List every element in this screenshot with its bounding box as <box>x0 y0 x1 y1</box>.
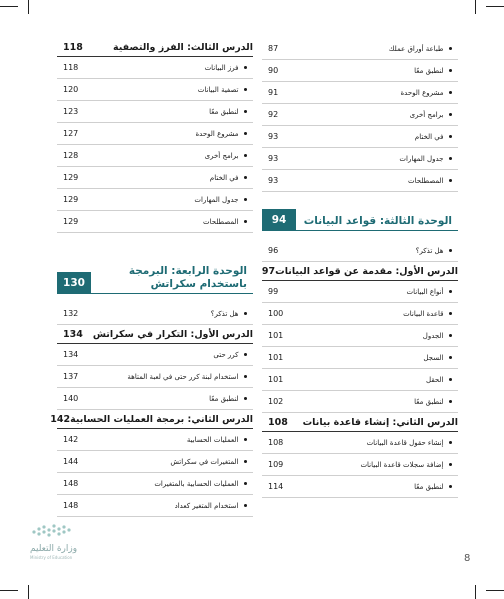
unit-title: الوحدة الثالثة: قواعد البيانات <box>303 215 452 227</box>
logo-subtitle: Ministry of Education <box>30 555 73 560</box>
bullet-icon <box>449 91 453 95</box>
toc-item-text: إنشاء حقول قاعدة البيانات <box>366 438 444 447</box>
toc-item[interactable] <box>57 473 253 495</box>
crop-mark <box>475 0 476 14</box>
toc-item[interactable] <box>57 145 253 167</box>
bullet-icon <box>244 132 248 136</box>
toc-item-page: 114 <box>268 482 284 491</box>
logo-name: وزارة التعليم <box>30 544 78 554</box>
toc-item-text: المصطلحات <box>203 217 239 226</box>
toc-item-page: 100 <box>268 309 284 318</box>
toc-item-label <box>403 310 458 318</box>
toc-item-page: 140 <box>63 394 79 403</box>
toc-item-label <box>410 111 458 119</box>
bullet-icon <box>244 397 248 401</box>
toc-item-text: المتغيرات في سكراتش <box>170 457 239 466</box>
toc-item-page: 128 <box>63 151 79 160</box>
crop-mark <box>28 585 29 599</box>
toc-item-text: العمليات الحسابية بالمتغيرات <box>154 479 239 488</box>
toc-item[interactable] <box>262 303 458 325</box>
toc-item[interactable] <box>262 60 458 82</box>
logo-dots-icon <box>30 522 74 538</box>
toc-item[interactable] <box>57 189 253 211</box>
toc-item-page: 118 <box>63 63 79 72</box>
toc-item-label <box>187 436 253 444</box>
toc-item-page: 129 <box>63 173 79 182</box>
toc-list <box>262 38 458 192</box>
toc-item-page: 144 <box>63 457 79 466</box>
toc-item[interactable] <box>57 451 253 473</box>
bullet-icon <box>244 438 248 442</box>
bullet-icon <box>449 463 453 467</box>
toc-item-page: 108 <box>268 438 284 447</box>
toc-item-label <box>175 502 253 510</box>
bullet-icon <box>244 176 248 180</box>
toc-item[interactable] <box>57 303 253 325</box>
toc-item-label <box>389 45 458 53</box>
toc-item-page: 93 <box>268 154 279 163</box>
toc-item-text: الحقل <box>426 375 444 384</box>
toc-item-label <box>209 395 253 403</box>
toc-item-label <box>127 373 253 381</box>
bullet-icon <box>449 113 453 117</box>
toc-item-text: برامج أخرى <box>409 110 444 119</box>
bullet-icon <box>244 312 248 316</box>
toc-item[interactable] <box>262 369 458 391</box>
toc-item-text: لنطبق معًا <box>414 397 444 406</box>
toc-item-label <box>414 67 458 75</box>
toc-item-text: إضافة سجلات قاعدة البيانات <box>360 460 444 469</box>
unit-header[interactable] <box>262 200 458 234</box>
toc-item-label <box>407 288 458 296</box>
toc-item-label <box>213 351 253 359</box>
bullet-icon <box>244 154 248 158</box>
toc-item[interactable] <box>262 170 458 192</box>
toc-item-page: 132 <box>63 309 79 318</box>
toc-item-label <box>416 247 458 255</box>
toc-item[interactable] <box>262 476 458 498</box>
toc-item-page: 99 <box>268 287 279 296</box>
lesson-heading[interactable] <box>57 38 253 57</box>
toc-item-text: مشروع الوحدة <box>195 129 239 138</box>
unit-header[interactable] <box>57 253 253 297</box>
toc-list <box>57 303 253 325</box>
toc-item-page: 92 <box>268 110 279 119</box>
toc-item-page: 120 <box>63 85 79 94</box>
toc-item[interactable] <box>262 325 458 347</box>
toc-item-text: جدول المهارات <box>194 195 239 204</box>
lesson-heading[interactable] <box>262 413 458 432</box>
toc-item-label <box>211 310 253 318</box>
toc-item[interactable] <box>57 57 253 79</box>
toc-item-label <box>210 174 253 182</box>
toc-item-page: 129 <box>63 195 79 204</box>
toc-item-page: 134 <box>63 350 79 359</box>
toc-item-page: 137 <box>63 372 79 381</box>
toc-item-label <box>367 439 458 447</box>
toc-item[interactable] <box>57 344 253 366</box>
toc-item-page: 101 <box>268 375 284 384</box>
toc-item-text: مشروع الوحدة <box>400 88 444 97</box>
toc-right-column <box>262 38 458 498</box>
lesson-page: 118 <box>63 41 83 53</box>
toc-item[interactable] <box>57 167 253 189</box>
ministry-logo <box>30 522 100 572</box>
lesson-title: الدرس الثاني: برمجة العمليات الحسابية <box>70 413 253 425</box>
toc-item[interactable] <box>57 388 253 410</box>
lesson-page: 108 <box>268 416 288 428</box>
toc-item-text: جدول المهارات <box>399 154 444 163</box>
bullet-icon <box>244 88 248 92</box>
toc-item-text: العمليات الحسابية <box>186 435 239 444</box>
toc-item-text: المصطلحات <box>408 176 444 185</box>
toc-item-page: 127 <box>63 129 79 138</box>
toc-item-label <box>209 108 253 116</box>
toc-item-page: 123 <box>63 107 79 116</box>
bullet-icon <box>244 353 248 357</box>
unit-title-line: الوحدة الرابعة: البرمجة <box>128 265 247 277</box>
crop-mark <box>486 6 504 7</box>
unit-page-badge: 130 <box>57 272 91 294</box>
toc-item-label <box>408 177 458 185</box>
toc-item-page: 142 <box>63 435 79 444</box>
toc-item[interactable] <box>57 101 253 123</box>
toc-item-text: فرز البيانات <box>204 63 239 72</box>
bullet-icon <box>449 400 453 404</box>
toc-item-label <box>205 152 253 160</box>
toc-list <box>57 57 253 233</box>
toc-item-label <box>170 458 253 466</box>
toc-item-label <box>414 483 458 491</box>
toc-item-label <box>414 398 458 406</box>
page-number: 8 <box>464 553 471 564</box>
toc-item-page: 129 <box>63 217 79 226</box>
toc-item-page: 96 <box>268 246 279 255</box>
toc-item-page: 93 <box>268 176 279 185</box>
toc-item[interactable] <box>262 454 458 476</box>
toc-item-text: في الختام <box>414 132 444 141</box>
toc-item-label <box>198 86 253 94</box>
bullet-icon <box>449 157 453 161</box>
toc-item[interactable] <box>262 126 458 148</box>
toc-list <box>262 281 458 413</box>
toc-item-text: في الختام <box>209 173 239 182</box>
toc-list <box>57 429 253 517</box>
toc-item-text: هل تذكر؟ <box>210 309 239 318</box>
toc-item-text: استخدام لبنة كرر حتى في لعبة المتاهة <box>127 372 239 381</box>
toc-item-label <box>426 376 458 384</box>
bullet-icon <box>449 356 453 360</box>
bullet-icon <box>449 485 453 489</box>
toc-list <box>57 344 253 410</box>
bullet-icon <box>244 482 248 486</box>
toc-item-page: 101 <box>268 331 284 340</box>
toc-item-label <box>415 133 458 141</box>
toc-item-label <box>400 89 458 97</box>
toc-item[interactable] <box>262 432 458 454</box>
toc-item-page: 148 <box>63 501 79 510</box>
bullet-icon <box>244 110 248 114</box>
toc-item-text: لنطبق معًا <box>414 66 444 75</box>
toc-item-page: 93 <box>268 132 279 141</box>
toc-item-text: أنواع البيانات <box>406 287 444 296</box>
toc-item-label <box>399 155 458 163</box>
toc-item-text: الجدول <box>422 331 444 340</box>
crop-mark <box>475 585 476 599</box>
bullet-icon <box>449 135 453 139</box>
toc-item-label <box>194 196 253 204</box>
toc-item-page: 90 <box>268 66 279 75</box>
toc-item-text: برامج أخرى <box>204 151 239 160</box>
toc-item-label <box>203 218 253 226</box>
bullet-icon <box>449 441 453 445</box>
toc-item-label <box>205 64 253 72</box>
lesson-page: 142 <box>50 413 71 425</box>
bullet-icon <box>244 504 248 508</box>
toc-item[interactable] <box>57 366 253 388</box>
toc-item-text: لنطبق معًا <box>209 107 239 116</box>
toc-item-text: استخدام المتغير كعداد <box>174 501 239 510</box>
toc-item[interactable] <box>57 495 253 517</box>
bullet-icon <box>244 460 248 464</box>
toc-item-text: السجل <box>423 353 444 362</box>
toc-item-label <box>195 130 253 138</box>
bullet-icon <box>244 220 248 224</box>
bullet-icon <box>244 66 248 70</box>
unit-page-badge: 94 <box>262 209 296 231</box>
lesson-heading[interactable] <box>50 410 253 429</box>
toc-item[interactable] <box>262 240 458 262</box>
toc-item-page: 148 <box>63 479 79 488</box>
bullet-icon <box>244 198 248 202</box>
crop-mark <box>486 590 504 591</box>
toc-item-text: لنطبق معًا <box>414 482 444 491</box>
unit-title <box>129 265 247 291</box>
crop-mark <box>0 6 18 7</box>
toc-item-label <box>360 461 458 469</box>
toc-item[interactable] <box>57 123 253 145</box>
lesson-title: الدرس الثاني: إنشاء قاعدة بيانات <box>302 416 458 428</box>
toc-item[interactable] <box>262 38 458 60</box>
lesson-heading[interactable] <box>262 262 458 281</box>
toc-item-text: تصفية البيانات <box>197 85 239 94</box>
bullet-icon <box>449 69 453 73</box>
bullet-icon <box>449 312 453 316</box>
lesson-title: الدرس الأول: التكرار في سكراتش <box>92 328 253 340</box>
bullet-icon <box>449 179 453 183</box>
toc-item-text: طباعة أوراق عملك <box>388 44 444 53</box>
toc-item-text: هل تذكر؟ <box>415 246 444 255</box>
toc-item[interactable] <box>262 391 458 413</box>
toc-item-label <box>423 354 458 362</box>
bullet-icon <box>449 47 453 51</box>
toc-left-column <box>50 38 253 517</box>
lesson-page: 134 <box>63 328 83 340</box>
crop-mark <box>28 0 29 14</box>
toc-item-text: كرر حتى <box>213 350 239 359</box>
bullet-icon <box>449 290 453 294</box>
toc-item[interactable] <box>262 148 458 170</box>
crop-mark <box>0 590 18 591</box>
toc-item-page: 101 <box>268 353 284 362</box>
bullet-icon <box>449 334 453 338</box>
lesson-title: الدرس الثالث: الفرز والتصفية <box>113 41 253 53</box>
lesson-title: الدرس الأول: مقدمة عن قواعد البيانات <box>275 265 458 277</box>
toc-item[interactable] <box>57 79 253 101</box>
toc-item-label <box>423 332 458 340</box>
toc-item[interactable] <box>262 347 458 369</box>
toc-item-text: لنطبق معًا <box>209 394 239 403</box>
toc-item-page: 109 <box>268 460 284 469</box>
toc-item-page: 91 <box>268 88 279 97</box>
toc-item[interactable] <box>57 429 253 451</box>
toc-item[interactable] <box>262 82 458 104</box>
toc-list <box>262 432 458 498</box>
toc-item-page: 102 <box>268 397 284 406</box>
toc-item-label <box>154 480 253 488</box>
bullet-icon <box>449 249 453 253</box>
lesson-heading[interactable] <box>57 325 253 344</box>
lesson-page: 97 <box>261 265 276 277</box>
unit-title-line: باستخدام سكراتش <box>150 278 247 290</box>
toc-item-text: قاعدة البيانات <box>403 309 444 318</box>
toc-item[interactable] <box>57 211 253 233</box>
toc-item[interactable] <box>262 281 458 303</box>
toc-item[interactable] <box>262 104 458 126</box>
toc-item-page: 87 <box>268 44 279 53</box>
toc-list <box>262 240 458 262</box>
bullet-icon <box>244 375 248 379</box>
bullet-icon <box>449 378 453 382</box>
